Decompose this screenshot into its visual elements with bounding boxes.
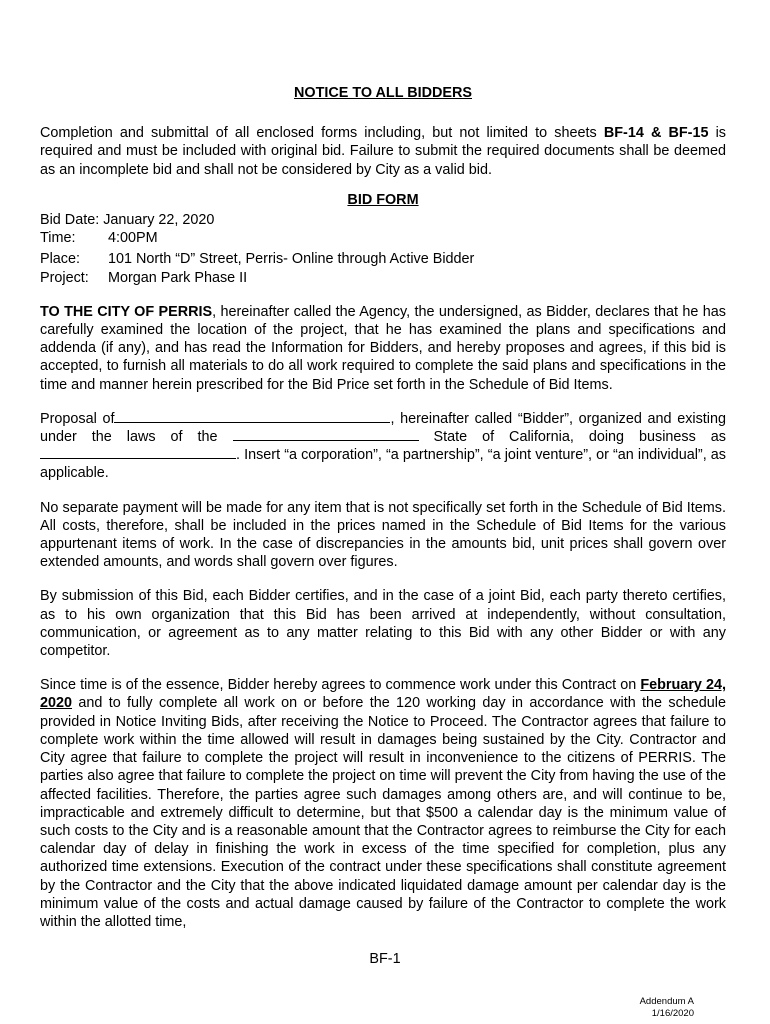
bid-location-block — [40, 250, 726, 286]
page-heading: NOTICE TO ALL BIDDERS — [293, 85, 473, 101]
bid-info-block — [40, 211, 726, 247]
bid-project-row — [40, 269, 726, 287]
intro-paragraph — [40, 124, 726, 179]
bid-form-title: BID FORM — [347, 191, 419, 208]
bid-project-label: Project: — [40, 269, 89, 286]
intro-after: is required and must be included with original bid. Failure to submit the required documents shall be deemed as an incomplete bid and shall not be considered by City as a valid bid. — [40, 125, 726, 178]
bid-project-value: Morgan Park Phase II — [108, 269, 248, 286]
document-page — [40, 84, 726, 931]
intro-sheets: BF-14 & BF-15 — [603, 125, 709, 142]
time-before: Since time is of the essence, Bidder hereby agrees to commence work under this Contract on — [40, 677, 641, 694]
bid-date-row — [40, 211, 726, 229]
agency-lead: TO THE CITY OF PERRIS — [40, 303, 213, 320]
commence-date: February 24, 2020 — [40, 677, 727, 712]
bid-place-row — [40, 250, 726, 268]
certify-paragraph: By submission of this Bid, each Bidder certifies, and in the case of a joint Bid, each party thereto certifies, as to his own organization that this Bid has been arrived at independently, without consultation, communication, or agreement as to any matter relating to this Bid with any other Bidder or with any competitor. — [40, 588, 726, 660]
bid-date-label: Bid Date: — [40, 212, 100, 229]
bidder-name-blank[interactable] — [114, 410, 390, 423]
proposal-part3: State of California, doing business as — [418, 429, 726, 446]
intro-before: Completion and submittal of all enclosed forms including, but not limited to sheets — [40, 125, 604, 142]
proposal-part2: , hereinafter called “Bidder”, organized and existing under the laws of the — [40, 410, 727, 446]
bid-time-row — [40, 229, 726, 247]
business-type-blank[interactable] — [40, 446, 236, 459]
page-number: BF-1 — [369, 951, 401, 967]
time-paragraph — [40, 676, 726, 931]
addendum-note — [640, 996, 694, 1020]
bid-time-label: Time: — [40, 230, 76, 247]
proposal-part4: . Insert “a corporation”, “a partnership”, “a joint venture”, or “an individual”, as applicable. — [40, 447, 726, 482]
time-after: and to fully complete all work on or before the 120 working day in accordance with the schedule provided in Notice Inviting Bids, after receiving the Notice to Proceed. The Contractor agrees that failure to complete work within the time allowed will result in damages being sustained by the City. Contractor and City agree that failure to complete the project will result in inconvenience to the citizens of PERRIS. The parties also agree that failure to complete the project on time will prevent the City from having the use of the affected facilities. Therefore, the parties agree such damages among others are, and will continue to be, impracticable and extremely difficult to determine, but that $500 a calendar day is the minimum value of such costs to the City and is a reasonable amount that the Contractor agrees to reimburse the City for each calendar day of delay in finishing the work in excess of the time specified for completion, plus any authorized time extensions. Execution of the contract under these specifications shall constitute agreement by the Contractor and the City that the above indicated liquidated damage amount per calendar day is the minimum value of the costs and actual damage caused by failure of the Contractor to complete the work within the allotted time, — [40, 695, 726, 930]
bid-place-label: Place: — [40, 251, 80, 268]
laws-state-blank[interactable] — [233, 428, 419, 441]
bid-place-value: 101 North “D” Street, Perris- Online through Active Bidder — [108, 251, 475, 268]
agency-text: , hereinafter called the Agency, the undersigned, as Bidder, declares that he has carefully examined the location of the project, that he has examined the plans and specifications and addenda (if any), and has read the Information for Bidders, and hereby proposes and agrees, if this bid is accepted, to furnish all materials to do all work required to complete the said plans and specifications in the time and manner herein prescribed for the Bid Price set forth in the Schedule of Bid Items. — [40, 303, 726, 393]
bid-time-value: 4:00PM — [108, 230, 158, 247]
addendum-label: Addendum A — [639, 996, 694, 1007]
addendum-date: 1/16/2020 — [651, 1008, 694, 1019]
bid-date-value: January 22, 2020 — [103, 212, 215, 229]
proposal-part1: Proposal of — [40, 410, 115, 427]
agency-paragraph — [40, 303, 726, 394]
proposal-paragraph — [40, 410, 726, 483]
payment-paragraph: No separate payment will be made for any item that is not specifically set forth in the Schedule of Bid Items. All costs, therefore, shall be included in the prices named in the Schedule of Bid Items for the various appurtenant items of work. In the case of discrepancies in the amounts bid, unit prices shall govern over extended amounts, and words shall govern over figures. — [40, 499, 726, 571]
